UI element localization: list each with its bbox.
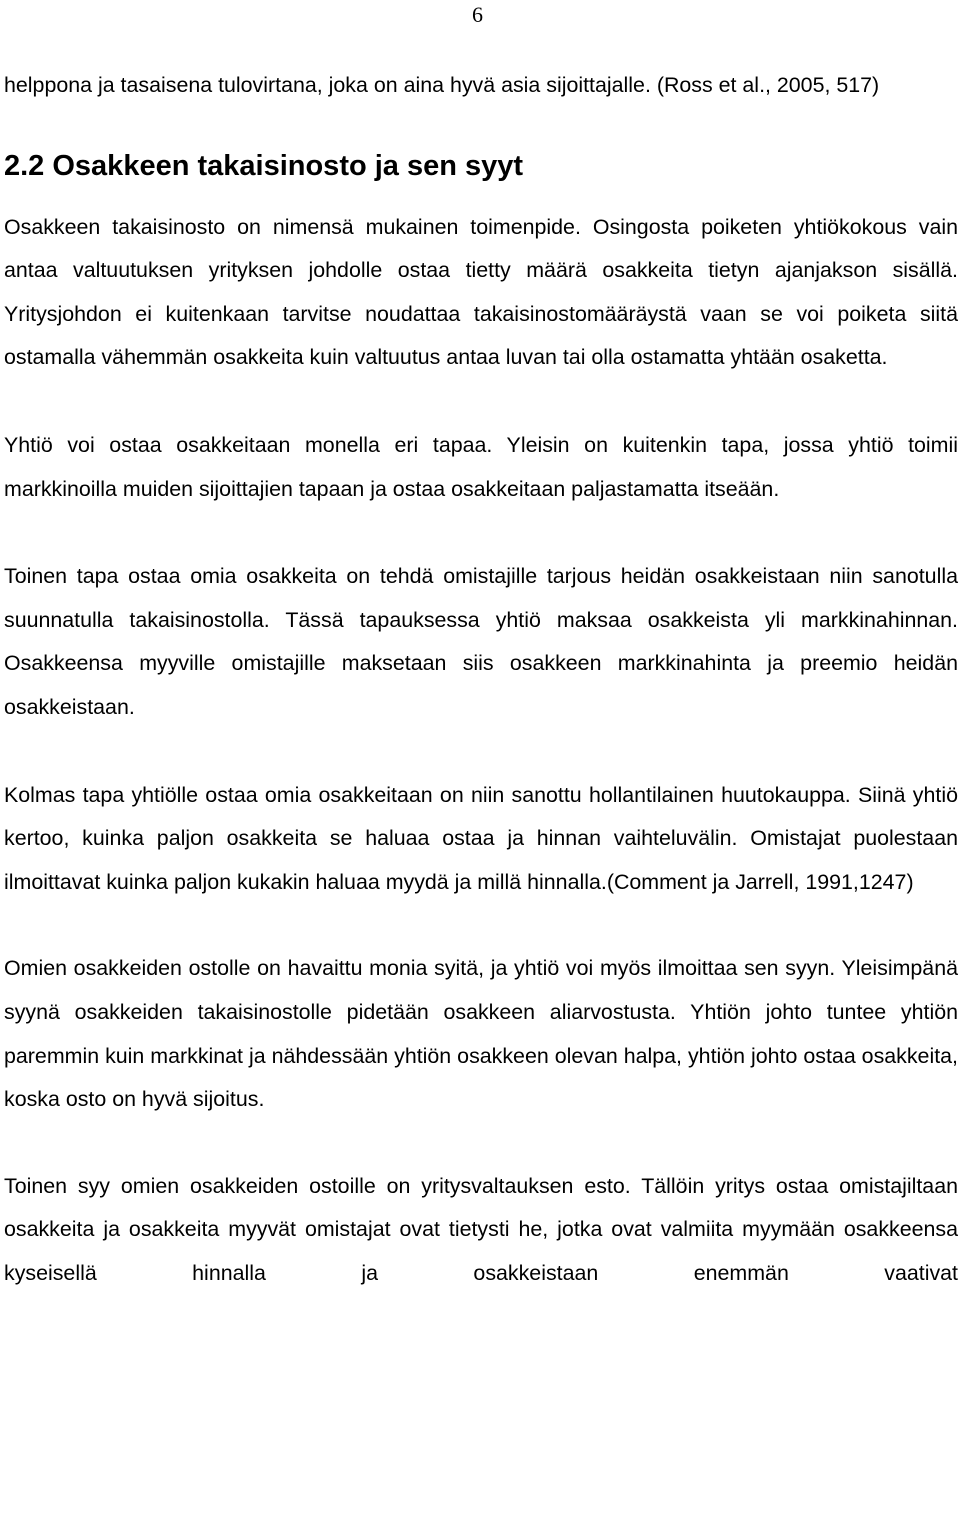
- paragraph-reasons: Omien osakkeiden ostolle on havaittu monia syitä, ja yhtiö voi myös ilmoittaa sen syyn. Yleisimpänä syynä osakkeiden takaisinostolle pidetään osakkeen aliarvostusta. Yhtiön johto tuntee yhtiön paremmin kuin markkinat ja nähdessään yhtiön osakkeen olevan halpa, yhtiön johto ostaa osakkeita, koska osto on hyvä sijoitus.: [4, 956, 958, 1112]
- spacer: [4, 108, 958, 146]
- paragraph-gap: [4, 730, 958, 774]
- spacer: [4, 186, 958, 206]
- paragraph-dutch-auction: Kolmas tapa yhtiölle ostaa omia osakkeitaan on niin sanottu hollantilainen huutokauppa. Siinä yhtiö kertoo, kuinka paljon osakkeita se haluaa ostaa ja hinnan vaihteluvälin. Omistajat puolestaan ilmoittavat kuinka paljon kukakin haluaa myydä ja millä hinnalla.(Comment ja Jarrell, 1991,1247): [4, 782, 958, 894]
- paragraph-buyback-definition: Osakkeen takaisinosto on nimensä mukainen toimenpide. Osingosta poiketen yhtiökokous vain antaa valtuutuksen yrityksen johdolle ostaa tietty määrä osakkeita tietyn ajanjakson sisällä. Yritysjohdon ei kuitenkaan tarvitse noudattaa takaisinostomääräystä vaan se voi poiketa siitä ostamalla vähemmän osakkeita kuin valtuutus antaa luvan tai olla ostamatta yhtään osaketta.: [4, 214, 958, 370]
- paragraph-gap: [4, 511, 958, 555]
- intro-paragraph: helppona ja tasaisena tulovirtana, joka on aina hyvä asia sijoittajalle. (Ross et al., 2005, 517): [4, 73, 880, 97]
- paragraph-tender-offer: Toinen tapa ostaa omia osakkeita on tehdä omistajille tarjous heidän osakkeistaan niin sanotulla suunnatulla takaisinostolla. Tässä tapauksessa yhtiö maksaa osakkeista yli markkinahinnan. Osakkeensa myyville omistajille maksetaan siis osakkeen markkinahinta ja preemio heidän osakkeistaan.: [4, 564, 958, 719]
- paragraph-gap: [4, 1122, 958, 1165]
- section-heading: 2.2 Osakkeen takaisinosto ja sen syyt: [4, 149, 524, 182]
- paragraph-buyback-methods: Yhtiö voi ostaa osakkeitaan monella eri tapaa. Yleisin on kuitenkin tapa, jossa yhtiö toimii markkinoilla muiden sijoittajien tapaan ja ostaa osakkeitaan paljastamatta itseään.: [4, 432, 958, 501]
- paragraph-gap: [4, 380, 958, 424]
- paragraph-gap: [4, 904, 958, 947]
- paragraph-takeover-defense: Toinen syy omien osakkeiden ostoille on yritysvaltauksen esto. Tällöin yritys ostaa omistajiltaan osakkeita ja osakkeita myyvät omistajat ovat tietysti he, jotka ovat valmiita myymään osakkeensa kyseisellä hinnalla ja osakkeistaan enemmän vaativat: [4, 1173, 958, 1285]
- page-number: 6: [472, 2, 483, 27]
- document-body: [4, 64, 958, 1295]
